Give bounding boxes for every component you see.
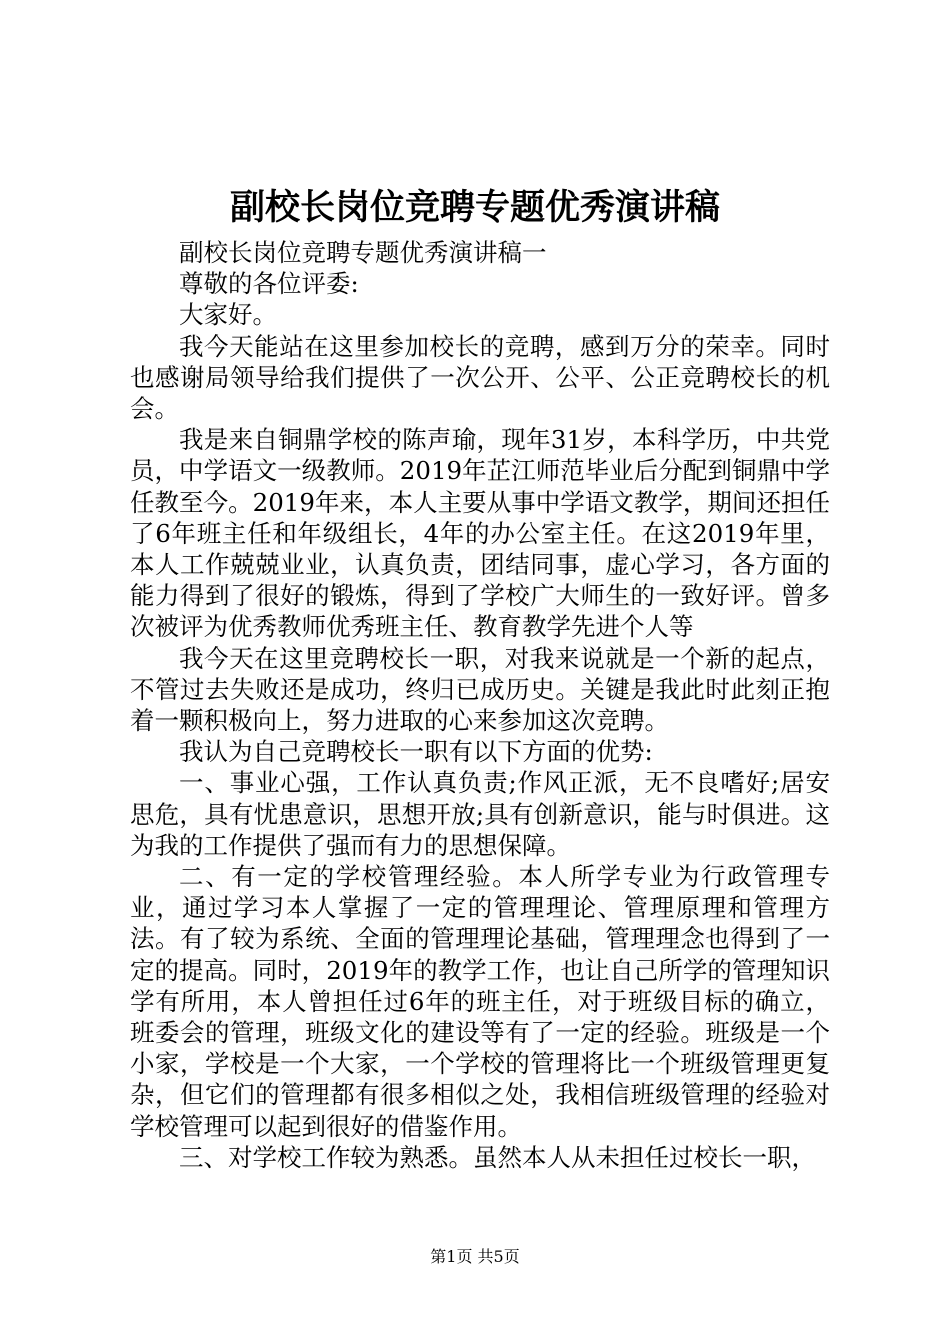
paragraph: 二、有一定的学校管理经验。本人所学专业为行政管理专业，通过学习本人掌握了一定的管理理论、管理原理和管理方法。有了较为系统、全面的管理理论基础，管理理念也得到了一定的提高。同时，2019年的教学工作，也让自己所学的管理知识学有所用，本人曾担任过6年的班主任，对于班级目标的确立，班委会的管理，班级文化的建设等有了一定的经验。班级是一个小家，学校是一个大家，一个学校的管理将比一个班级管理更复杂，但它们的管理都有很多相似之处，我相信班级管理的经验对学校管理可以起到很好的借鉴作用。 <box>130 862 830 1141</box>
paragraph: 三、对学校工作较为熟悉。虽然本人从未担任过校长一职， <box>179 1142 816 1172</box>
paragraph: 一、事业心强，工作认真负责;作风正派，无不良嗜好;居安思危，具有忧患意识，思想开放;具有创新意识，能与时俱进。这为我的工作提供了强而有力的思想保障。 <box>130 768 830 860</box>
paragraph-subtitle: 副校长岗位竞聘专题优秀演讲稿一 <box>179 238 547 267</box>
paragraph-salutation: 尊敬的各位评委: <box>179 269 359 299</box>
page-footer: 第1页 共5页 <box>430 1247 520 1266</box>
paragraph: 我认为自己竞聘校长一职有以下方面的优势: <box>179 737 653 767</box>
paragraph: 我今天能站在这里参加校长的竞聘，感到万分的荣幸。同时也感谢局领导给我们提供了一次公开、公平、公正竞聘校长的机会。 <box>130 331 830 424</box>
paragraph: 我今天在这里竞聘校长一职，对我来说就是一个新的起点，不管过去失败还是成功，终归已成历史。关键是我此时此刻正抱着一颗积极向上，努力进取的心来参加这次竞聘。 <box>130 643 830 736</box>
document-body <box>130 237 830 1173</box>
document-title: 副校长岗位竞聘专题优秀演讲稿 <box>229 187 720 228</box>
paragraph-greeting: 大家好。 <box>179 300 277 330</box>
paragraph: 我是来自铜鼎学校的陈声瑜，现年31岁，本科学历，中共党员，中学语文一级教师。2019年芷江师范毕业后分配到铜鼎中学任教至今。2019年来，本人主要从事中学语文教学，期间还担任了6年班主任和年级组长，4年的办公室主任。在这2019年里，本人工作兢兢业业，认真负责，团结同事，虚心学习，各方面的能力得到了很好的锻炼，得到了学校广大师生的一致好评。曾多次被评为优秀教师优秀班主任、教育教学先进个人等 <box>130 425 830 642</box>
